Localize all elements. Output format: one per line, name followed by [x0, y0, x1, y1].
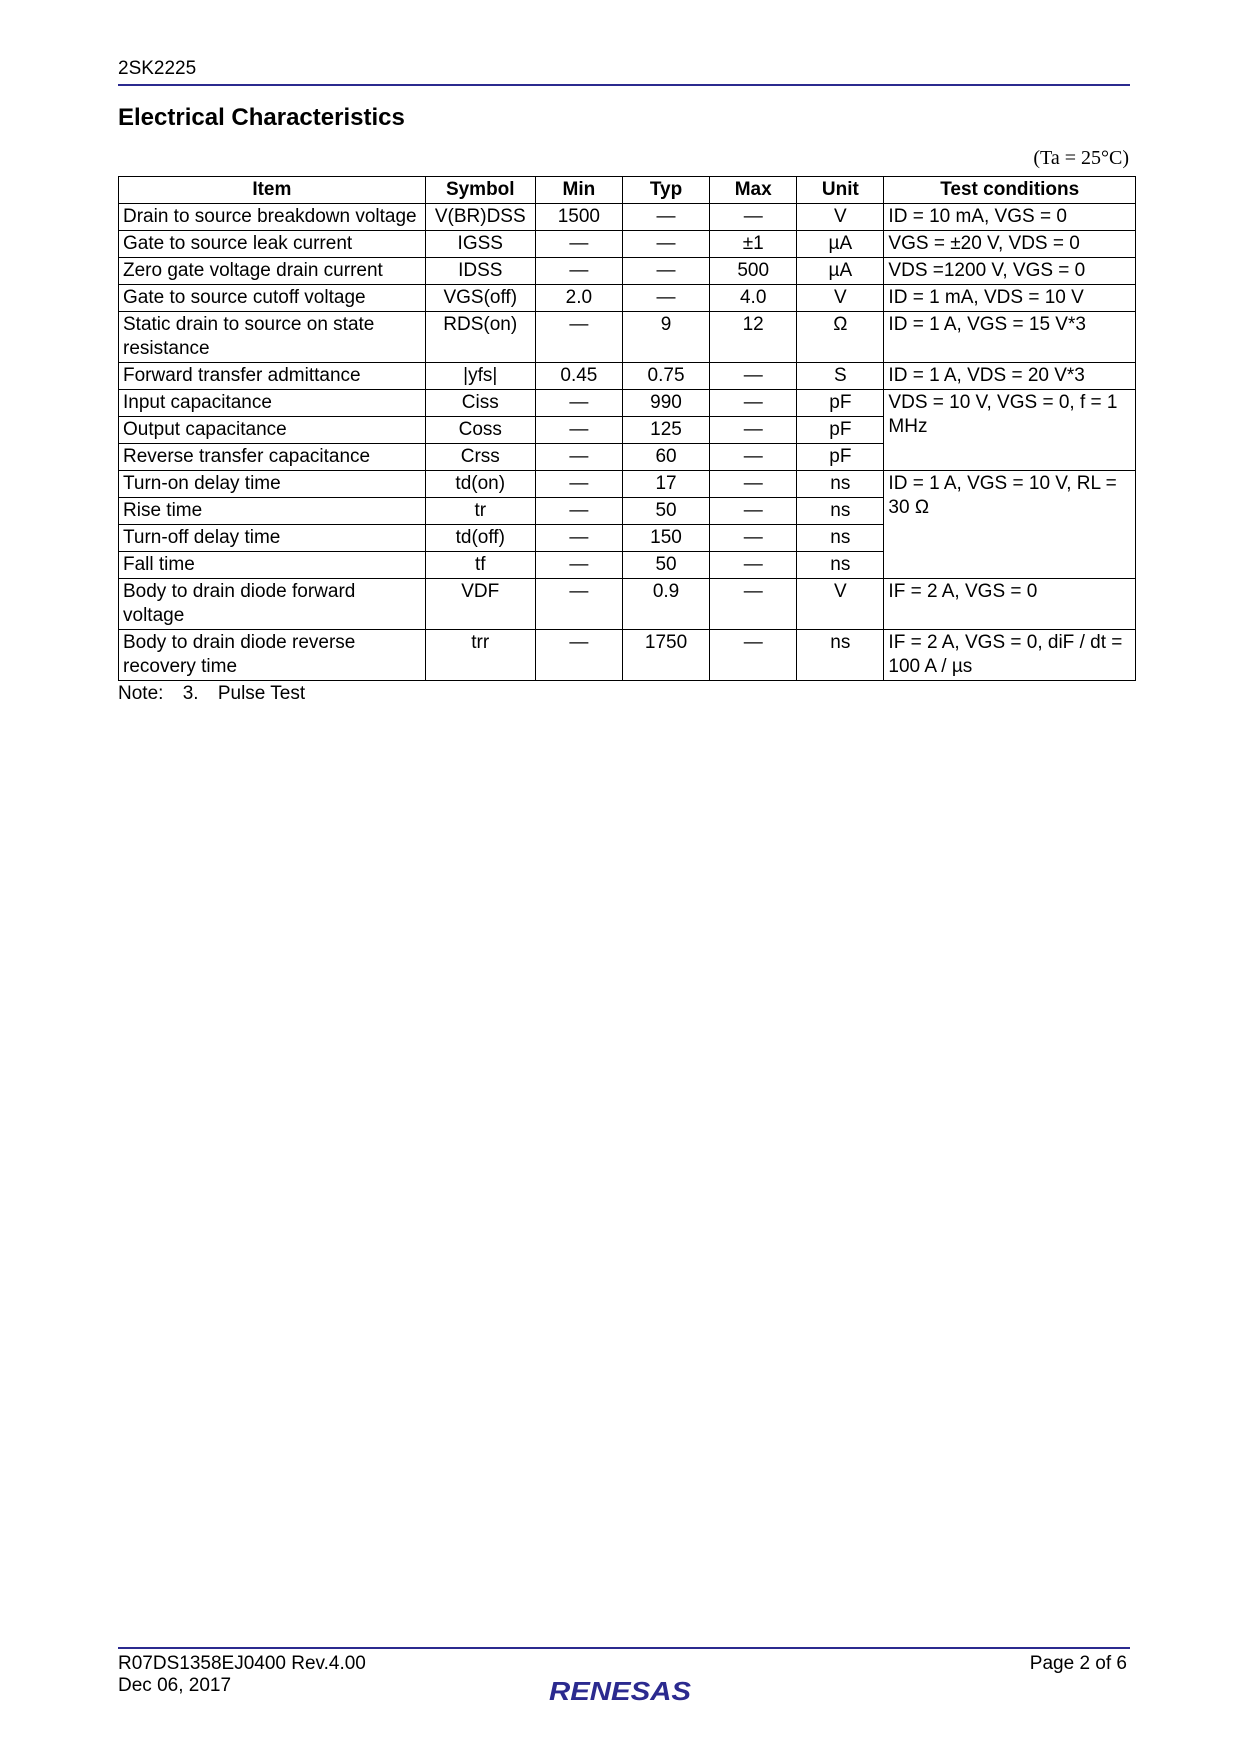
max-cell: ±1 [710, 231, 797, 258]
table-row [119, 630, 1136, 681]
unit-cell: µA [797, 258, 884, 285]
min-cell: — [535, 444, 622, 471]
condition-cell: ID = 1 A, VGS = 10 V, RL = 30 Ω [884, 471, 1136, 579]
item-cell: Reverse transfer capacitance [119, 444, 426, 471]
item-cell: Rise time [119, 498, 426, 525]
typ-cell: 0.75 [622, 363, 709, 390]
table-row [119, 363, 1136, 390]
item-cell: Drain to source breakdown voltage [119, 204, 426, 231]
item-cell: Body to drain diode reverse recovery time [119, 630, 426, 681]
typ-cell: 50 [622, 498, 709, 525]
item-cell: Static drain to source on state resistance [119, 312, 426, 363]
renesas-logo [547, 1676, 695, 1704]
max-cell: — [710, 444, 797, 471]
ambient-temperature-note: (Ta = 25°C) [1033, 147, 1129, 169]
note-label: Note: [118, 683, 164, 704]
max-cell: 500 [710, 258, 797, 285]
symbol-cell: Coss [425, 417, 535, 444]
column-header: Test conditions [884, 177, 1136, 204]
min-cell: 1500 [535, 204, 622, 231]
column-header: Symbol [425, 177, 535, 204]
typ-cell: 17 [622, 471, 709, 498]
typ-cell: 990 [622, 390, 709, 417]
typ-cell: 150 [622, 525, 709, 552]
symbol-cell: IDSS [425, 258, 535, 285]
table-row [119, 285, 1136, 312]
symbol-cell: td(on) [425, 471, 535, 498]
unit-cell: ns [797, 471, 884, 498]
max-cell: — [710, 417, 797, 444]
table-row [119, 312, 1136, 363]
min-cell: 2.0 [535, 285, 622, 312]
unit-cell: pF [797, 417, 884, 444]
table-row [119, 258, 1136, 285]
max-cell: — [710, 204, 797, 231]
symbol-cell: |yfs| [425, 363, 535, 390]
typ-cell: — [622, 204, 709, 231]
table-row [119, 231, 1136, 258]
condition-cell: VDS = 10 V, VGS = 0, f = 1 MHz [884, 390, 1136, 471]
min-cell: — [535, 552, 622, 579]
typ-cell: 9 [622, 312, 709, 363]
column-header: Max [710, 177, 797, 204]
min-cell: — [535, 417, 622, 444]
item-cell: Forward transfer admittance [119, 363, 426, 390]
symbol-cell: IGSS [425, 231, 535, 258]
section-title: Electrical Characteristics [118, 104, 405, 131]
note-number: 3. [182, 683, 199, 704]
typ-cell: — [622, 231, 709, 258]
condition-cell: ID = 1 mA, VDS = 10 V [884, 285, 1136, 312]
item-cell: Zero gate voltage drain current [119, 258, 426, 285]
item-cell: Fall time [119, 552, 426, 579]
min-cell: — [535, 471, 622, 498]
condition-cell: ID = 1 A, VGS = 15 V*3 [884, 312, 1136, 363]
table-row [119, 579, 1136, 630]
typ-cell: 0.9 [622, 579, 709, 630]
unit-cell: V [797, 204, 884, 231]
condition-cell: IF = 2 A, VGS = 0, diF / dt = 100 A / µs [884, 630, 1136, 681]
condition-cell: VDS =1200 V, VGS = 0 [884, 258, 1136, 285]
min-cell: — [535, 231, 622, 258]
symbol-cell: trr [425, 630, 535, 681]
part-number-header: 2SK2225 [118, 58, 197, 79]
symbol-cell: tr [425, 498, 535, 525]
min-cell: — [535, 525, 622, 552]
column-header: Unit [797, 177, 884, 204]
unit-cell: ns [797, 525, 884, 552]
symbol-cell: Ciss [425, 390, 535, 417]
max-cell: — [710, 552, 797, 579]
unit-cell: pF [797, 390, 884, 417]
item-cell: Gate to source cutoff voltage [119, 285, 426, 312]
item-cell: Output capacitance [119, 417, 426, 444]
symbol-cell: VGS(off) [425, 285, 535, 312]
footer-rule [118, 1647, 1130, 1649]
typ-cell: 60 [622, 444, 709, 471]
document-date: Dec 06, 2017 [118, 1675, 232, 1696]
typ-cell: — [622, 285, 709, 312]
condition-cell: VGS = ±20 V, VDS = 0 [884, 231, 1136, 258]
max-cell: — [710, 498, 797, 525]
symbol-cell: tf [425, 552, 535, 579]
unit-cell: ns [797, 498, 884, 525]
column-header: Min [535, 177, 622, 204]
item-cell: Turn-on delay time [119, 471, 426, 498]
max-cell: — [710, 363, 797, 390]
item-cell: Input capacitance [119, 390, 426, 417]
unit-cell: S [797, 363, 884, 390]
document-id: R07DS1358EJ0400 Rev.4.00 [118, 1653, 366, 1674]
electrical-characteristics-table [118, 176, 1136, 681]
min-cell: — [535, 258, 622, 285]
condition-cell: ID = 1 A, VDS = 20 V*3 [884, 363, 1136, 390]
item-cell: Gate to source leak current [119, 231, 426, 258]
table-row [119, 390, 1136, 417]
symbol-cell: V(BR)DSS [425, 204, 535, 231]
header-rule [118, 84, 1130, 86]
column-header: Typ [622, 177, 709, 204]
symbol-cell: td(off) [425, 525, 535, 552]
min-cell: — [535, 312, 622, 363]
min-cell: 0.45 [535, 363, 622, 390]
typ-cell: — [622, 258, 709, 285]
min-cell: — [535, 579, 622, 630]
max-cell: — [710, 471, 797, 498]
logo-wordmark: RENESAS [549, 1676, 692, 1704]
column-header: Item [119, 177, 426, 204]
condition-cell: IF = 2 A, VGS = 0 [884, 579, 1136, 630]
unit-cell: Ω [797, 312, 884, 363]
note-text: Pulse Test [217, 683, 306, 704]
table-header-row [119, 177, 1136, 204]
unit-cell: V [797, 579, 884, 630]
item-cell: Body to drain diode forward voltage [119, 579, 426, 630]
typ-cell: 50 [622, 552, 709, 579]
unit-cell: pF [797, 444, 884, 471]
item-cell: Turn-off delay time [119, 525, 426, 552]
typ-cell: 125 [622, 417, 709, 444]
unit-cell: ns [797, 630, 884, 681]
min-cell: — [535, 390, 622, 417]
symbol-cell: RDS(on) [425, 312, 535, 363]
table-row [119, 204, 1136, 231]
page-number: Page 2 of 6 [1029, 1653, 1127, 1674]
unit-cell: µA [797, 231, 884, 258]
max-cell: — [710, 579, 797, 630]
max-cell: 4.0 [710, 285, 797, 312]
max-cell: — [710, 525, 797, 552]
typ-cell: 1750 [622, 630, 709, 681]
min-cell: — [535, 630, 622, 681]
symbol-cell: VDF [425, 579, 535, 630]
max-cell: — [710, 630, 797, 681]
unit-cell: V [797, 285, 884, 312]
footer-doc-info [118, 1653, 366, 1697]
max-cell: 12 [710, 312, 797, 363]
min-cell: — [535, 498, 622, 525]
table-row [119, 471, 1136, 498]
max-cell: — [710, 390, 797, 417]
unit-cell: ns [797, 552, 884, 579]
footnote [118, 683, 319, 705]
symbol-cell: Crss [425, 444, 535, 471]
condition-cell: ID = 10 mA, VGS = 0 [884, 204, 1136, 231]
